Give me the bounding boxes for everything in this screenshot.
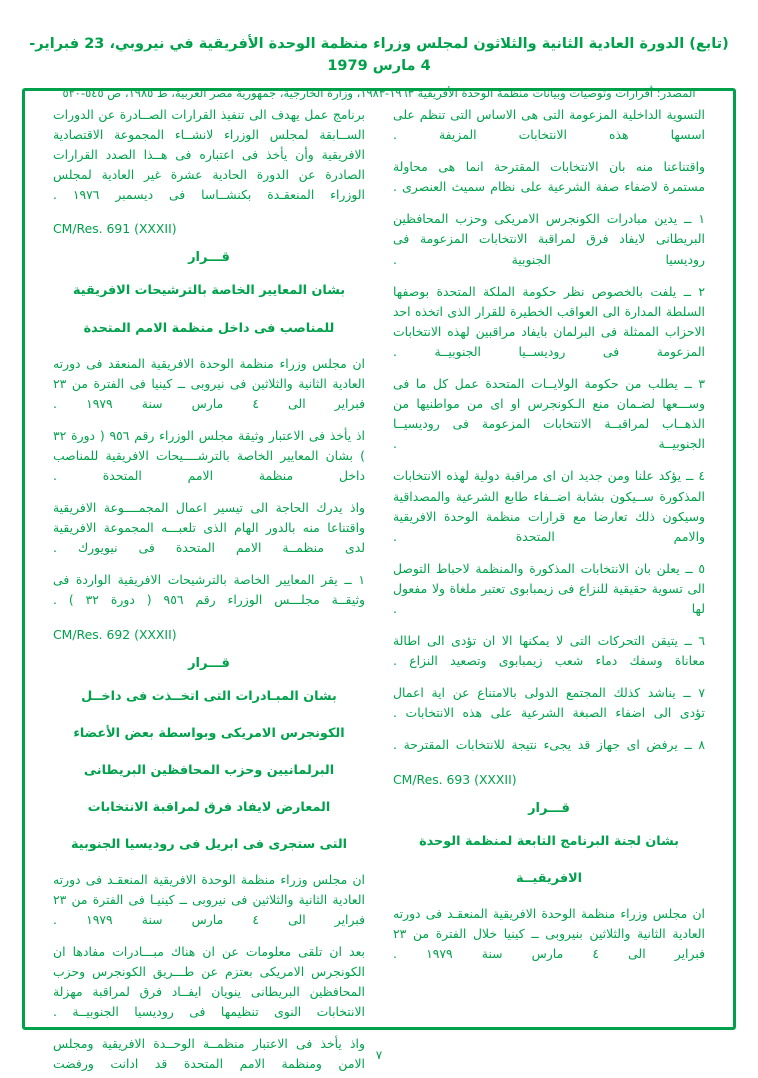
header-source: المصدر: أقرارات وتوصيات وبيانات منظمة الوحدة الأفريقية ١٩٦٣-١٩٨٣، وزارة الخارجية، جمهورية مصر العربية، ط ١٩٨٥، ص ٥٤٥-٥٢٠: [62, 85, 696, 100]
resolution-label: CM/Res. 691 (XXXII): [53, 221, 177, 237]
content-columns: [31, 97, 727, 1072]
resolution-subject-line: البرلمانيين وحزب المحافظين البريطانى: [83, 762, 335, 778]
paragraph: ١ ــ يدين مبادرات الكونجرس الامريكى وحزب المحافظين البريطانى لايفاد فرق لمراقبة الانتخابات المزعومة فى روديسيا الجنوبية .: [393, 211, 705, 267]
resolution-title: قـــرار: [188, 250, 230, 266]
resolution-body: ان مجلس وزراء منظمة الوحدة الافريقية المنعقـد فى دورته العادية الثانية والثلاثين بنيروبى ــ كينيا خلال الفترة من ٢٣ فبراير الى ٤ مارس سنة ١٩٧٩ .: [393, 905, 705, 961]
paragraph: ٥ ــ يعلن بان الانتخابات المذكورة والمنظمة لاحباط التوصل الى تسوية حقيقية للنزاع فى زيمبابوى تعتبر ملغاة ولا مفعول لها .: [393, 560, 705, 616]
paragraph: اذ يأخذ فى الاعتبار وثيقة مجلس الوزراء رقم ٩٥٦ ( دورة ٣٢ ) بشان المعايير الخاصة بالترشــــيحات الافريقية للمناصب داخل منظمة الامم المتحدة .: [53, 427, 365, 483]
paragraph: واذ يأخذ فى الاعتبار منظمــة الوحــدة الافريقية ومجلس الامن ومنظمة الامم المتحدة قد ادانت ورفضت: [53, 1036, 365, 1072]
resolution-label: CM/Res. 693 (XXXII): [393, 771, 517, 787]
resolution-subject-line: بشان لجنة البرنامج التابعة لمنظمة الوحدة: [419, 833, 679, 849]
header-title: (تابع) الدورة العادية الثانية والثلاثون لمجلس وزراء منظمة الوحدة الأفريقية في نيروبي، 23 فبراير- 4 مارس 1979: [29, 36, 729, 74]
page-footer: [0, 1048, 758, 1062]
paragraph: ان مجلس وزراء منظمة الوحدة الافريقية المنعقـد فى دورته العادية الثانية والثلاثين فى نيروبى ــ كينيـا فى الفترة من ٢٣ فبراير الى ٤ مارس سنة ١٩٧٩ .: [53, 871, 365, 927]
paragraph: التسوية الداخلية المزعومة التى هى الاساس التى تنظم على اسسها هذه الانتخابات المزيفة .: [393, 107, 705, 143]
paragraph: واقتناعنا منه بان الانتخابات المقترحة انما هى محاولة مستمرة لاضفاء صفة الشرعية على نظام سميث العنصرى .: [393, 159, 705, 195]
paragraph: ان مجلس وزراء منظمة الوحدة الافريقية المنعقد فى دورته العادية الثانية والثلاثين فى نيروبى ــ كينيا فى الفترة من ٢٣ فبراير الى ٤ مارس سنة ١٩٧٩ .: [53, 355, 365, 411]
resolution-subject-line: بشان المبـادرات التى اتخــذت فى داخــل: [81, 688, 337, 704]
resolution-label: CM/Res. 692 (XXXII): [53, 626, 177, 642]
resolution-subject-line: التى ستجرى فى ابريل فى روديسيا الجنوبية: [70, 836, 348, 852]
paragraph: ٦ ــ يتيقن التحركات التى لا يمكنها الا ان تؤدى الى اطالة معاناة وسفك دماء شعب زيمبابوى وتصعيد النزاع .: [393, 633, 705, 669]
page-header: [0, 0, 758, 102]
resolution-subject-line: الكونجرس الامريكى وبواسطة بعض الأعضاء: [73, 725, 345, 741]
paragraph: ٣ ــ يطلب من حكومة الولايــات المتحدة عمل كل ما فى وســـعها لضـمان منع الـكونجرس او اى من مواطنيها من الذهــاب لمراقبــة الانتخابات المزعومة فى روديسيــا الجنوبيــة .: [393, 376, 705, 452]
resolution-title: قـــرار: [188, 655, 230, 671]
resolution-subject-line: المعارض لايفاد فرق لمراقبة الانتخابات: [87, 799, 331, 815]
column-right: [379, 97, 727, 1021]
resolution-title: قـــرار: [528, 800, 570, 816]
column-left: [31, 97, 379, 1072]
resolution-subject-line: الافريقيــة: [515, 870, 582, 886]
paragraph: ٢ ــ يلفت بالخصوص نظر حكومة الملكة المتحدة بوصفها السلطة المدارة الى العواقب الخطيرة للقرار الذى اتخذه احد الاحزاب الممثلة فى البرلمان بايفاد مراقبين لهذه الانتخابات المزعومة فى روديســيا الجنوبيــة .: [393, 283, 705, 359]
resolution-subject-line: بشان المعايير الخاصة بالترشيحات الافريقية: [72, 283, 346, 299]
page-number: ٧: [375, 1048, 383, 1062]
paragraph: ٨ ــ يرفض اى جهاز قد يجىء نتيجة للانتخابات المقترحة .: [393, 737, 705, 753]
paragraph: واذ يدرك الحاجة الى تيسير اعمال المجمــــوعة الافريقية واقتناعا منه بالدور الهام الذى تلعبـــه المجموعة الافريقية لدى منظمــة الامم المتحدة فى نيويورك .: [53, 500, 365, 556]
resolution-subject-line: للمناصب فى داخل منظمة الامم المتحدة: [83, 320, 335, 336]
paragraph: ٤ ــ يؤكد علنا ومن جديد ان اى مراقبة دولية لهذه الانتخابات المذكورة ســيكون بشابة اضــفاء طابع الشرعية والمصداقية وسيكون ذلك تعارضا مع قرارات منظمة الوحدة الافريقية والامم المتحدة .: [393, 468, 705, 544]
paragraph: برنامج عمل يهدف الى تنفيذ القرارات الصــادرة عن الدورات الســابقة لمجلس الوزراء لانشــاء المجموعة الاقتصادية الافريقية وأن يأخذ فى اعتباره فى هــذا الصدد القرارات الصادرة عن الدورة الحادية عشرة غير العادية لمجلس الوزراء المنعقـدة بكنشــاسا فى ديسمبر ١٩٧٦ .: [53, 107, 365, 203]
paragraph: ٧ ــ يناشد كذلك المجتمع الدولى بالامتناع عن اية اعمال تؤدى الى اضفاء الصبغة الشرعية على هذه الانتخابات .: [393, 685, 705, 721]
paragraph: ١ ــ يقر المعايير الخاصة بالترشيحات الافريقية الواردة فى وثيقــة مجلـــس الوزراء رقم ٩٥٦ ( دورة ٣٢ ) .: [53, 572, 365, 608]
content-frame: [22, 88, 736, 1072]
paragraph: بعد ان تلقى معلومات عن ان هناك مبـــادرات مفادها ان الكونجرس الامريكى بعتزم عن طـــريق الكونجرس وحزب المحافظين البريطانى ينويان ايفــاد فرق لمراقبة مهزلة الانتخابات النوى تنظيمها فى روديسيا الجنوبيــة .: [53, 944, 365, 1020]
